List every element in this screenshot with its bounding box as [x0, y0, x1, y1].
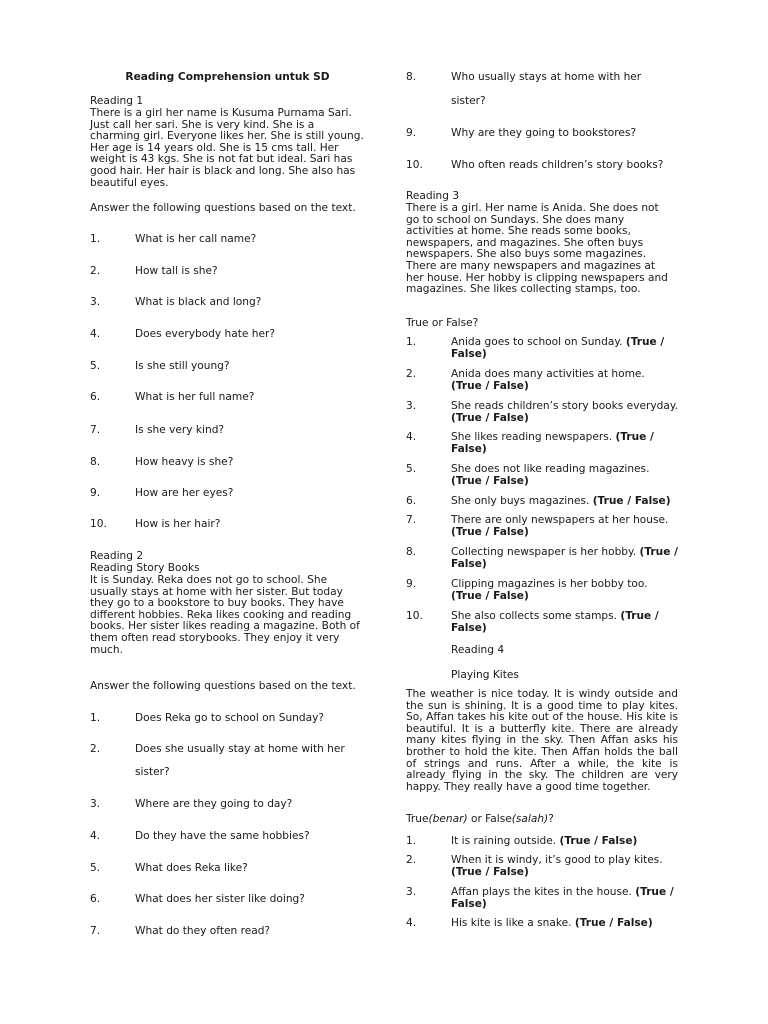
item-number: 4.	[406, 431, 417, 443]
question-number: 3.	[90, 798, 101, 810]
question-number: 5.	[90, 360, 101, 372]
true-false-choice: (True / False)	[451, 336, 665, 360]
question-text: Where are they going to day?	[135, 798, 293, 810]
item-number: 2.	[406, 368, 417, 380]
question-number: 9.	[90, 487, 101, 499]
statement-text: She likes reading newspapers.	[451, 431, 616, 443]
question-text: How is her hair?	[135, 518, 221, 530]
item-number: 4.	[406, 917, 417, 929]
item-statement	[451, 432, 679, 455]
reading2-subheading: Reading Story Books	[90, 562, 200, 574]
true-false-choice: (True / False)	[451, 431, 654, 455]
statement-text: Affan plays the kites in the house.	[451, 886, 636, 898]
item-statement	[451, 579, 679, 602]
question-text: Who often reads children’s story books?	[451, 159, 664, 171]
true-false-choice: (True / False)	[451, 865, 529, 878]
true-false-choice: (True / False)	[451, 886, 674, 910]
question-text: How are her eyes?	[135, 487, 234, 499]
true-false-choice: (True / False)	[559, 835, 638, 847]
instruction-true: True	[406, 813, 429, 825]
item-number: 3.	[406, 886, 417, 898]
statement-text: Collecting newspaper is her hobby.	[451, 546, 640, 558]
reading4-subheading: Playing Kites	[451, 669, 519, 681]
question-number: 8.	[406, 71, 417, 83]
statement-text: She reads children’s story books everyday.	[451, 400, 678, 412]
question-text: Do they have the same hobbies?	[135, 830, 310, 842]
question-text: How tall is she?	[135, 265, 218, 277]
statement-text: His kite is like a snake.	[451, 917, 575, 929]
true-false-choice: (True / False)	[451, 474, 529, 487]
item-statement	[451, 515, 679, 538]
item-statement	[451, 547, 679, 570]
question-text: What is black and long?	[135, 296, 262, 308]
question-item	[90, 863, 365, 875]
true-false-choice: (True / False)	[592, 495, 671, 507]
question-item	[90, 266, 365, 278]
reading3-heading: Reading 3	[406, 190, 460, 202]
true-false-choice: (True / False)	[451, 379, 529, 392]
true-false-choice: (True / False)	[451, 589, 529, 602]
question-number: 7.	[90, 925, 101, 937]
question-number: 1.	[90, 712, 101, 724]
item-statement	[451, 337, 679, 360]
item-number: 1.	[406, 835, 417, 847]
item-number: 9.	[406, 578, 417, 590]
reading3-instruction: True or False?	[406, 317, 479, 329]
reading3-passage: There is a girl. Her name is Anida. She does not go to school on Sundays. She does many activities at home. She reads some books, newspapers, and magazines. She often buys newspapers. She also buys some magazines. There are many newspapers and magazines at her house. Her hobby is clipping newspapers and magazines. She likes collecting stamps, too.	[406, 202, 668, 296]
statement-text: When it is windy, it’s good to play kites.	[451, 854, 663, 866]
question-item	[90, 425, 365, 437]
item-statement	[451, 836, 679, 848]
item-statement	[451, 496, 679, 508]
question-number: 10.	[90, 518, 107, 530]
question-text: Does she usually stay at home with her	[135, 743, 345, 755]
question-text: Does everybody hate her?	[135, 328, 275, 340]
question-number: 4.	[90, 328, 101, 340]
item-statement	[451, 401, 679, 424]
instruction-false: or False	[467, 813, 512, 825]
question-item	[90, 488, 365, 500]
question-number: 9.	[406, 127, 417, 139]
statement-text: She only buys magazines.	[451, 495, 593, 507]
reading1-instruction: Answer the following questions based on the text.	[90, 202, 356, 214]
question-number: 6.	[90, 391, 101, 403]
question-number: 4.	[90, 830, 101, 842]
item-number: 10.	[406, 610, 423, 622]
item-number: 3.	[406, 400, 417, 412]
true-false-choice: (True / False)	[574, 917, 653, 929]
question-text: Why are they going to bookstores?	[451, 127, 637, 139]
item-statement	[451, 855, 679, 878]
reading1-passage: There is a girl her name is Kusuma Purnama Sari. Just call her sari. She is very kind. She is a charming girl. Everyone likes her. She is still young. Her age is 14 years old. She is 15 cms tall. Her weight is 43 kgs. She is not fat but ideal. Sari has good hair. Her hair is black and long. She also has beautiful eyes.	[90, 107, 364, 189]
item-statement	[451, 918, 679, 930]
statement-text: It is raining outside.	[451, 835, 560, 847]
question-text-continued: sister?	[135, 766, 170, 778]
question-text: How heavy is she?	[135, 456, 234, 468]
item-number: 7.	[406, 514, 417, 526]
item-number: 5.	[406, 463, 417, 475]
question-item	[90, 894, 365, 906]
question-item	[90, 744, 365, 756]
question-text-continued: sister?	[451, 95, 486, 107]
question-text: What is her full name?	[135, 391, 255, 403]
question-item	[90, 519, 365, 531]
question-item	[406, 72, 681, 84]
reading2-instruction: Answer the following questions based on the text.	[90, 680, 356, 692]
question-number: 3.	[90, 296, 101, 308]
question-number: 1.	[90, 233, 101, 245]
question-number: 5.	[90, 862, 101, 874]
question-item	[90, 926, 365, 938]
reading4-heading: Reading 4	[451, 644, 505, 656]
item-number: 6.	[406, 495, 417, 507]
question-item	[90, 392, 365, 404]
question-number: 2.	[90, 265, 101, 277]
instruction-benar: (benar)	[428, 813, 468, 825]
question-item	[90, 831, 365, 843]
statement-text: She does not like reading magazines.	[451, 463, 650, 475]
statement-text: Anida goes to school on Sunday.	[451, 336, 626, 348]
question-text: Who usually stays at home with her	[451, 71, 642, 83]
question-item	[406, 128, 681, 140]
question-item	[90, 457, 365, 469]
item-number: 2.	[406, 854, 417, 866]
question-number: 6.	[90, 893, 101, 905]
question-number: 10.	[406, 159, 423, 171]
true-false-choice: (True / False)	[451, 610, 659, 634]
statement-text: Clipping magazines is her bobby too.	[451, 578, 648, 590]
item-number: 8.	[406, 546, 417, 558]
reading4-passage: The weather is nice today. It is windy outside and the sun is shining. It is a good time to play kites. So, Affan takes his kite out of the house. His kite is beautiful. It is a butterfly kite. There are already many kites flying in the sky. Then Affan asks his brother to hold the kite. Then Affan holds the ball of strings and runs. After a while, the kite is already flying in the sky. The children are very happy. They really have a good time together.	[406, 688, 678, 793]
question-item	[90, 329, 365, 341]
question-text: What is her call name?	[135, 233, 257, 245]
item-number: 1.	[406, 336, 417, 348]
question-item	[90, 713, 365, 725]
true-false-choice: (True / False)	[451, 411, 529, 424]
question-item	[90, 234, 365, 246]
question-text: What do they often read?	[135, 925, 271, 937]
question-text: What does her sister like doing?	[135, 893, 305, 905]
instruction-salah: (salah)	[511, 813, 549, 825]
question-item	[406, 160, 681, 172]
item-statement	[451, 611, 679, 634]
question-text: Does Reka go to school on Sunday?	[135, 712, 324, 724]
instruction-qmark: ?	[548, 813, 554, 825]
true-false-choice: (True / False)	[451, 525, 529, 538]
question-number: 7.	[90, 424, 101, 436]
question-item	[90, 361, 365, 373]
statement-text: She also collects some stamps.	[451, 610, 621, 622]
item-statement	[451, 464, 679, 487]
question-text: Is she very kind?	[135, 424, 225, 436]
statement-text: Anida does many activities at home.	[451, 368, 645, 380]
question-text: What does Reka like?	[135, 862, 248, 874]
question-item	[90, 799, 365, 811]
item-statement	[451, 887, 679, 910]
reading4-instruction	[406, 814, 681, 826]
statement-text: There are only newspapers at her house.	[451, 514, 669, 526]
true-false-choice: (True / False)	[451, 546, 678, 570]
question-text: Is she still young?	[135, 360, 230, 372]
question-number: 8.	[90, 456, 101, 468]
question-number: 2.	[90, 743, 101, 755]
reading2-passage: It is Sunday. Reka does not go to school. She usually stays at home with her sister. But today they go to a bookstore to buy books. They have different hobbies. Reka likes cooking and reading books. Her sister likes reading a magazine. Both of them often read storybooks. They enjoy it very much.	[90, 574, 360, 656]
reading2-heading: Reading 2	[90, 550, 144, 562]
document-title: Reading Comprehension untuk SD	[125, 71, 330, 83]
question-item	[90, 297, 365, 309]
reading1-heading: Reading 1	[90, 95, 144, 107]
item-statement	[451, 369, 679, 392]
